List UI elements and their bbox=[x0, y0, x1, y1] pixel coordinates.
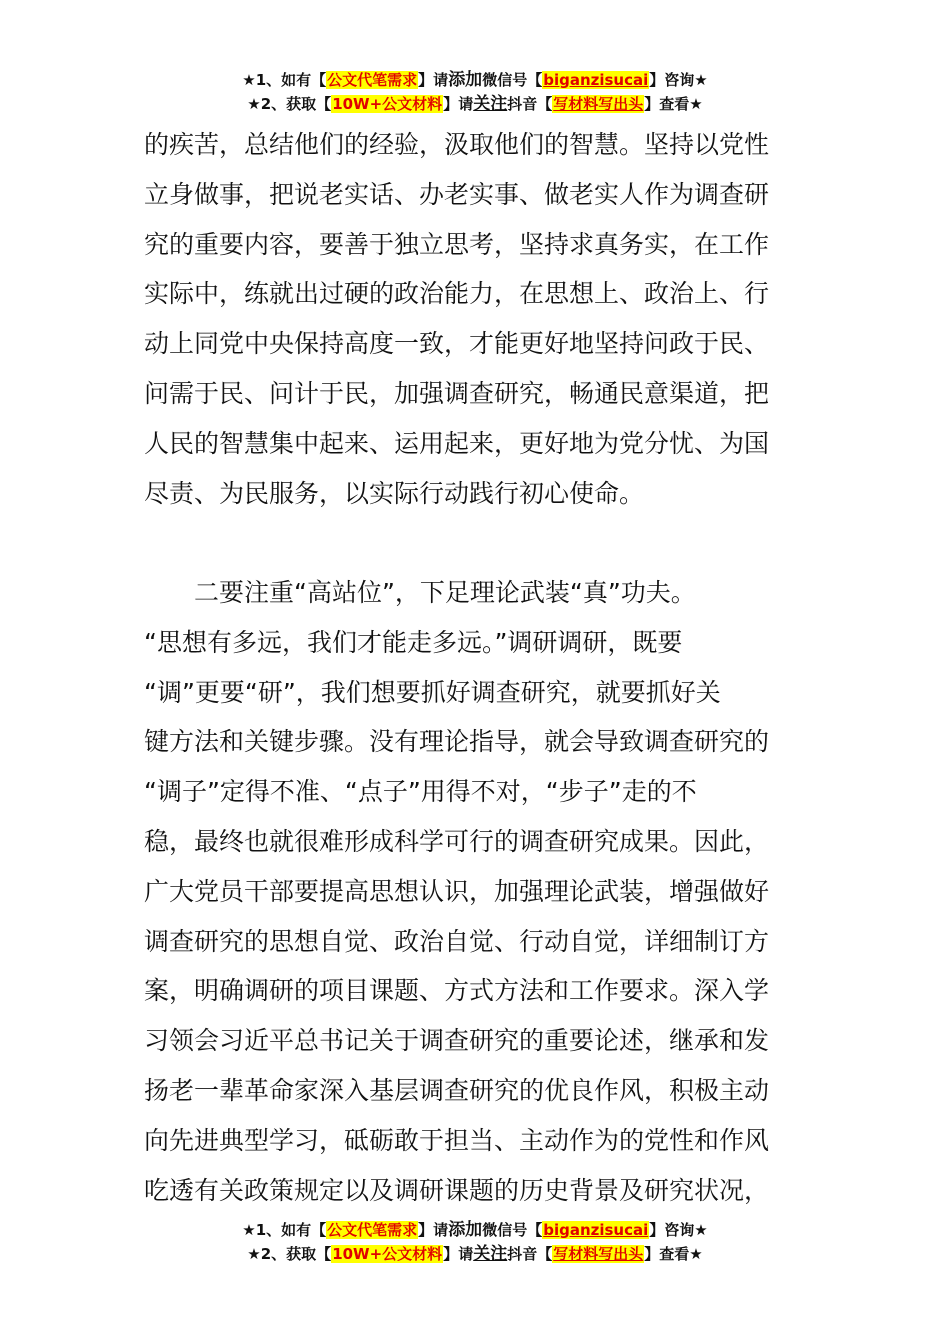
banner-line-1: ★1、如有【公文代笔需求】请添加微信号【biganzisucai】咨询★ bbox=[242, 1220, 708, 1240]
text-line: “调子”定得不准、“点子”用得不对，“步子”走的不 bbox=[144, 777, 697, 807]
text-line: 扬老一辈革命家深入基层调查研究的优良作风，积极主动 bbox=[144, 1075, 770, 1105]
text-line: 吃透有关政策规定以及调研课题的历史背景及研究状况， bbox=[144, 1175, 770, 1205]
paragraph-2 bbox=[144, 568, 824, 1215]
header-banner bbox=[0, 68, 950, 116]
text-line: 键方法和关键步骤。没有理论指导，就会导致调查研究的 bbox=[144, 727, 770, 757]
text-line: 向先进典型学习，砥砺敢于担当、主动作为的党性和作风 bbox=[144, 1125, 770, 1155]
text-line: 动上同党中央保持高度一致，才能更好地坚持问政于民、 bbox=[144, 329, 770, 359]
text-line: 调查研究的思想自觉、政治自觉、行动自觉，详细制订方 bbox=[144, 926, 770, 956]
footer-banner bbox=[0, 1218, 950, 1266]
text-line: 二要注重“高站位”，下足理论武装“真”功夫。 bbox=[144, 578, 696, 607]
highlight-text: 公文代笔需求 bbox=[327, 71, 418, 89]
text-line: 的疾苦，总结他们的经验，汲取他们的智慧。坚持以党性 bbox=[144, 130, 770, 159]
douyin-account: 写材料写出头 bbox=[553, 1245, 644, 1263]
wechat-id: biganzisucai bbox=[543, 1221, 649, 1239]
highlight-text: 公文代笔需求 bbox=[327, 1221, 418, 1239]
douyin-account: 写材料写出头 bbox=[553, 95, 644, 113]
banner-line-2: ★2、获取【10W+公文材料】请关注抖音【写材料写出头】查看★ bbox=[247, 1244, 703, 1264]
text-line: 究的重要内容，要善于独立思考，坚持求真务实，在工作 bbox=[144, 229, 770, 259]
text-line: 问需于民、问计于民，加强调查研究，畅通民意渠道，把 bbox=[144, 378, 770, 408]
text-line: 尽责、为民服务，以实际行动践行初心使命。 bbox=[144, 478, 645, 508]
highlight-text: 10W+公文材料 bbox=[332, 95, 443, 113]
text-line: 实际中，练就出过硬的政治能力，在思想上、政治上、行 bbox=[144, 279, 770, 309]
text-line: “思想有多远，我们才能走多远。”调研调研，既要 bbox=[144, 627, 683, 657]
text-line: “调”更要“研”，我们想要抓好调查研究，就要抓好关 bbox=[144, 677, 721, 707]
banner-line-2: ★2、获取【10W+公文材料】请关注抖音【写材料写出头】查看★ bbox=[247, 94, 703, 114]
text-line: 人民的智慧集中起来、运用起来，更好地为党分忧、为国 bbox=[144, 428, 770, 458]
banner-line-1: ★1、如有【公文代笔需求】请添加微信号【biganzisucai】咨询★ bbox=[242, 70, 708, 90]
wechat-id: biganzisucai bbox=[543, 71, 649, 89]
text-line: 稳，最终也就很难形成科学可行的调查研究成果。因此， bbox=[144, 826, 770, 856]
text-line: 案，明确调研的项目课题、方式方法和工作要求。深入学 bbox=[144, 976, 770, 1006]
paragraph-1 bbox=[144, 120, 824, 518]
text-line: 立身做事，把说老实话、办老实事、做老实人作为调查研 bbox=[144, 179, 770, 209]
text-line: 广大党员干部要提高思想认识，加强理论武装，增强做好 bbox=[144, 876, 770, 906]
highlight-text: 10W+公文材料 bbox=[332, 1245, 443, 1263]
text-line: 习领会习近平总书记关于调查研究的重要论述，继承和发 bbox=[144, 1026, 770, 1056]
